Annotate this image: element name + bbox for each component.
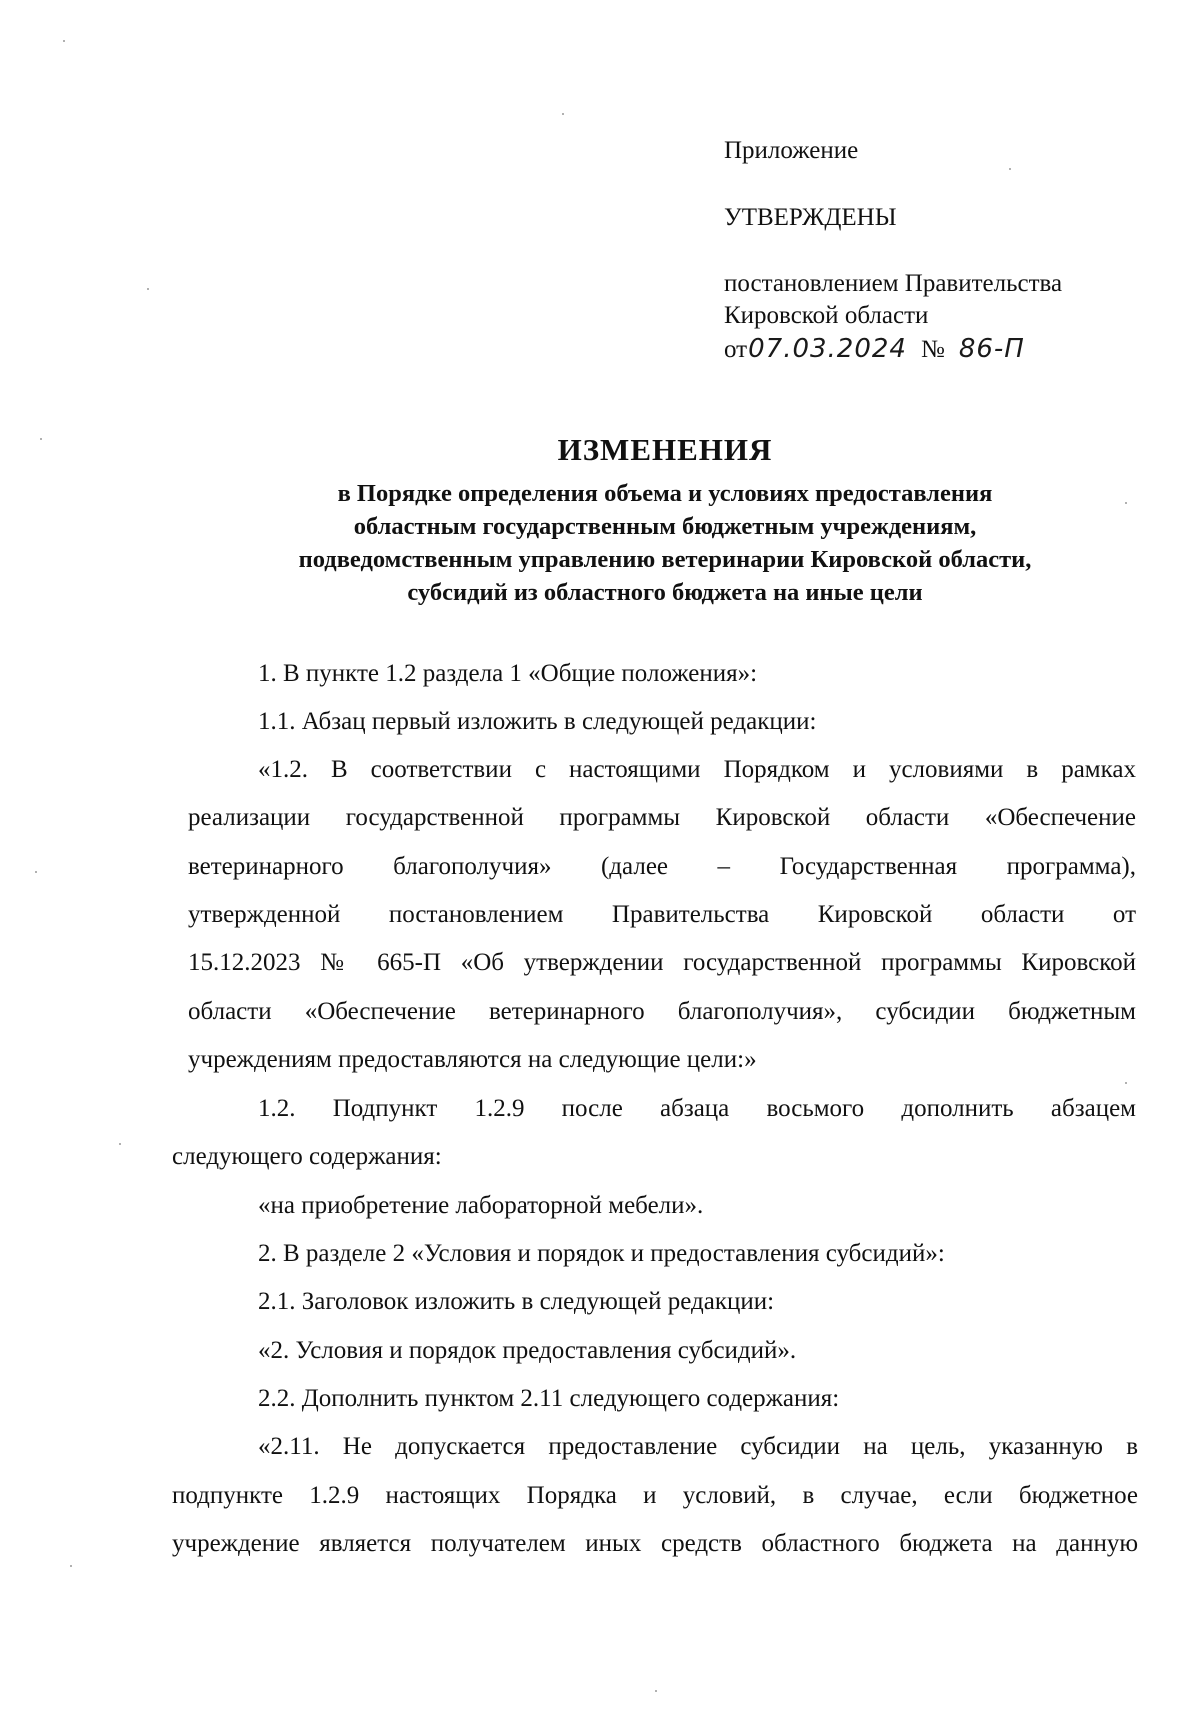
scan-speck: [562, 113, 564, 115]
subtitle-line: в Порядке определения объема и условиях предоставления: [337, 480, 993, 507]
scan-speck: [1125, 1082, 1127, 1084]
appendix-label: Приложение: [724, 137, 859, 164]
body-line: реализации государственной программы Кировской области «Обеспечение: [188, 804, 1136, 831]
body-line: 2. В разделе 2 «Условия и порядок и предоставления субсидий»:: [258, 1240, 945, 1267]
body-line: «2. Условия и порядок предоставления субсидий».: [258, 1337, 797, 1364]
region-line: Кировской области: [724, 302, 929, 329]
scan-speck: [1125, 502, 1127, 504]
handwritten-date: 07.03.2024: [748, 334, 907, 364]
body-line: следующего содержания:: [172, 1143, 442, 1170]
scan-speck: [119, 1143, 121, 1145]
body-line: 2.2. Дополнить пунктом 2.11 следующего содержания:: [258, 1385, 840, 1412]
body-line: «2.11. Не допускается предоставление субсидии на цель, указанную в: [258, 1433, 1138, 1460]
scan-speck: [655, 1690, 657, 1692]
subtitle-line: областным государственным бюджетным учреждениям,: [353, 513, 977, 540]
decree-line: постановлением Правительства: [724, 270, 1063, 297]
subtitle-line: подведомственным управлению ветеринарии Кировской области,: [298, 546, 1032, 573]
scan-speck: [40, 438, 42, 440]
body-line: 15.12.2023 № 665-П «Об утверждении государственной программы Кировской: [188, 949, 1136, 976]
body-line: 1. В пункте 1.2 раздела 1 «Общие положения»:: [258, 660, 758, 687]
number-sign: №: [920, 336, 945, 363]
body-line: «на приобретение лабораторной мебели».: [258, 1192, 704, 1219]
date-number-line: [724, 333, 1025, 366]
body-line: «1.2. В соответствии с настоящими Порядком и условиями в рамках: [258, 756, 1136, 783]
body-line: учреждение является получателем иных средств областного бюджета на данную: [172, 1530, 1138, 1557]
date-prefix: от: [724, 336, 748, 363]
scan-speck: [147, 288, 149, 290]
scan-speck: [1009, 168, 1011, 170]
body-line: подпункте 1.2.9 настоящих Порядка и условий, в случае, если бюджетное: [172, 1482, 1138, 1509]
document-title: ИЗМЕНЕНИЯ: [557, 432, 773, 467]
body-line: 1.2. Подпункт 1.2.9 после абзаца восьмого дополнить абзацем: [258, 1095, 1136, 1122]
body-line: утвержденной постановлением Правительства Кировской области от: [188, 901, 1136, 928]
handwritten-number: 86-П: [958, 334, 1025, 364]
subtitle-line: субсидий из областного бюджета на иные цели: [407, 579, 923, 606]
body-line: учреждениям предоставляются на следующие цели:»: [188, 1046, 757, 1073]
document-subtitle: [120, 477, 1200, 609]
approved-label: УТВЕРЖДЕНЫ: [724, 204, 897, 231]
body-line: 1.1. Абзац первый изложить в следующей редакции:: [258, 708, 817, 735]
body-line: области «Обеспечение ветеринарного благополучия», субсидии бюджетным: [188, 998, 1136, 1025]
scan-speck: [63, 40, 65, 42]
scan-speck: [35, 871, 37, 873]
scan-speck: [70, 1565, 72, 1567]
body-line: ветеринарного благополучия» (далее – Государственная программа),: [188, 853, 1136, 880]
body-line: 2.1. Заголовок изложить в следующей редакции:: [258, 1288, 775, 1315]
